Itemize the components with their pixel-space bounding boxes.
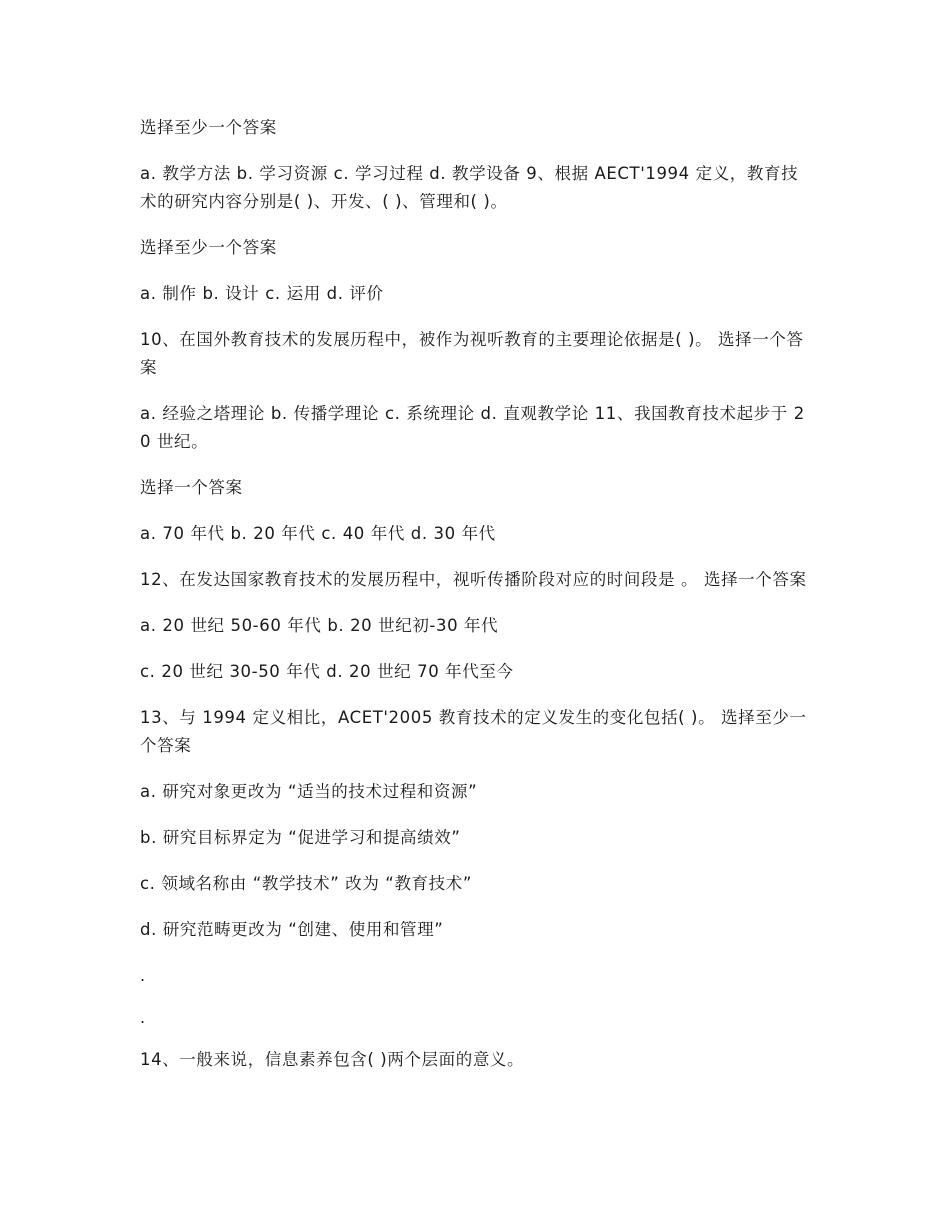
question-13: 13、与 1994 定义相比，ACET'2005 教育技术的定义发生的变化包括( )。 选择至少一个答案 [140,708,807,755]
question-14: 14、一般来说，信息素养包含( )两个层面的意义。 [140,1050,525,1069]
option-q13-b: b. 研究目标界定为 “促进学习和提高绩效” [140,828,461,847]
options-q12-cd: c. 20 世纪 30-50 年代 d. 20 世纪 70 年代至今 [140,662,514,681]
options-q12-ab: a. 20 世纪 50-60 年代 b. 20 世纪初-30 年代 [140,616,499,635]
option-q13-d: d. 研究范畴更改为 “创建、使用和管理” [140,920,444,939]
option-q13-c: c. 领域名称由 “教学技术” 改为 “教育技术” [140,874,472,893]
option-q13-a: a. 研究对象更改为 “适当的技术过程和资源” [140,782,478,801]
separator-dot: . [140,1008,146,1027]
separator-dot: . [140,966,146,985]
question-12: 12、在发达国家教育技术的发展历程中，视听传播阶段对应的时间段是 。 选择一个答案 [140,570,807,589]
options-q8-and-question-9: a. 教学方法 b. 学习资源 c. 学习过程 d. 教学设备 9、根据 AECT'1994 定义，教育技术的研究内容分别是( )、开发、( )、管理和( )。 [140,164,799,211]
document-body [140,114,812,1092]
options-q11: a. 70 年代 b. 20 年代 c. 40 年代 d. 30 年代 [140,524,496,543]
instruction-select-multiple: 选择至少一个答案 [140,118,277,137]
question-10: 10、在国外教育技术的发展历程中，被作为视听教育的主要理论依据是( )。 选择一个答案 [140,330,804,377]
options-q9: a. 制作 b. 设计 c. 运用 d. 评价 [140,284,384,303]
options-q10-and-question-11: a. 经验之塔理论 b. 传播学理论 c. 系统理论 d. 直观教学论 11、我国教育技术起步于 20 世纪。 [140,404,805,451]
instruction-select-multiple: 选择至少一个答案 [140,238,277,257]
instruction-select-one: 选择一个答案 [140,478,243,497]
